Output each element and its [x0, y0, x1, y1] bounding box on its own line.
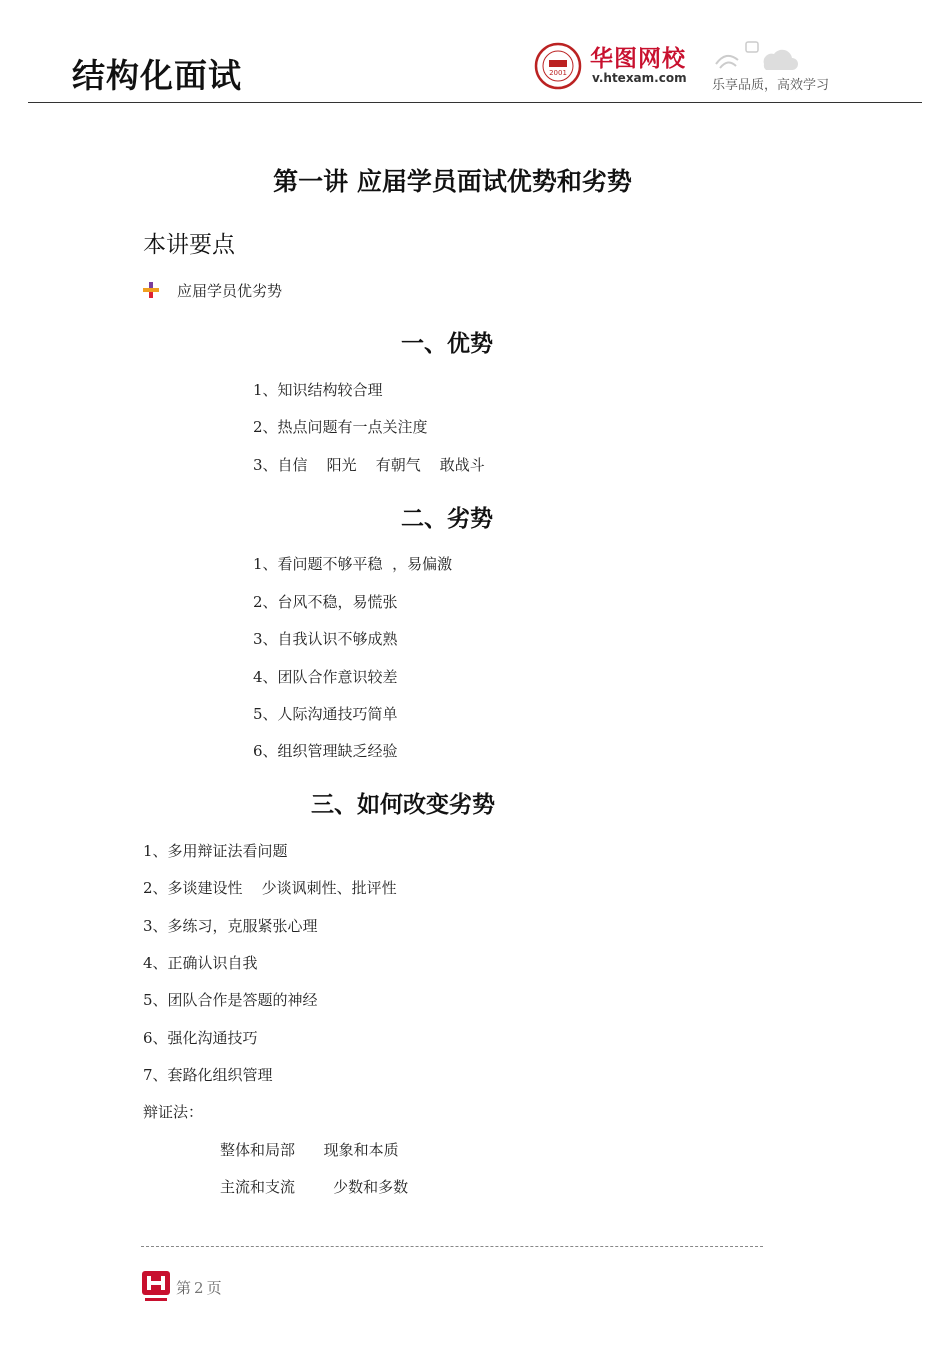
header-title: 结构化面试 — [72, 56, 242, 95]
brand-name: 华图网校 — [590, 46, 686, 72]
change-item: 2、多谈建设性 少谈讽刺性、批评性 — [143, 879, 397, 897]
disadvantage-item: 4、团队合作意识较差 — [253, 668, 398, 686]
advantages-heading: 一、优势 — [401, 331, 493, 357]
disadvantage-item: 6、组织管理缺乏经验 — [253, 742, 398, 760]
disadvantage-item: 2、台风不稳，易慌张 — [253, 593, 398, 611]
advantage-item: 2、热点问题有一点关注度 — [253, 418, 428, 436]
disadvantage-item: 5、人际沟通技巧简单 — [253, 705, 398, 723]
page-suffix: 页 — [206, 1279, 222, 1297]
change-item: 3、多练习，克服紧张心理 — [143, 917, 318, 935]
disadvantages-heading: 二、劣势 — [401, 506, 493, 532]
lecture-title: 第一讲 应届学员面试优势和劣势 — [273, 167, 632, 196]
advantage-item: 1、知识结构较合理 — [253, 381, 383, 399]
bullet-icon — [143, 282, 159, 298]
cloud-signal-icon — [706, 38, 806, 74]
brand-slogan: 乐享品质，高效学习 — [712, 78, 830, 93]
dialectic-line: 主流和支流 少数和多数 — [220, 1178, 409, 1196]
disadvantage-item: 1、看问题不够平稳 ，易偏激 — [253, 555, 453, 573]
change-item: 5、团队合作是答题的神经 — [143, 991, 318, 1009]
key-points-heading: 本讲要点 — [143, 232, 235, 258]
header-divider — [28, 102, 922, 103]
change-item: 7、套路化组织管理 — [143, 1066, 273, 1084]
footer-logo-icon — [141, 1270, 171, 1304]
change-heading: 三、如何改变劣势 — [311, 792, 495, 818]
footer-divider — [141, 1246, 763, 1247]
advantage-item: 3、自信 阳光 有朝气 敢战斗 — [253, 456, 485, 474]
key-point-text: 应届学员优劣势 — [177, 282, 283, 300]
change-item: 6、强化沟通技巧 — [143, 1029, 258, 1047]
dialectic-label: 辩证法： — [143, 1103, 204, 1121]
page-number-value: 2 — [194, 1279, 204, 1297]
change-item: 4、正确认识自我 — [143, 954, 258, 972]
change-item: 1、多用辩证法看问题 — [143, 842, 288, 860]
page-number — [176, 1277, 222, 1298]
brand-url: v.htexam.com — [592, 71, 687, 85]
page-prefix: 第 — [176, 1279, 192, 1297]
disadvantage-item: 3、自我认识不够成熟 — [253, 630, 398, 648]
seal-icon — [534, 42, 582, 90]
brand-logo — [534, 38, 834, 94]
dialectic-line: 整体和局部 现象和本质 — [220, 1141, 399, 1159]
svg-text:2001: 2001 — [549, 69, 567, 77]
